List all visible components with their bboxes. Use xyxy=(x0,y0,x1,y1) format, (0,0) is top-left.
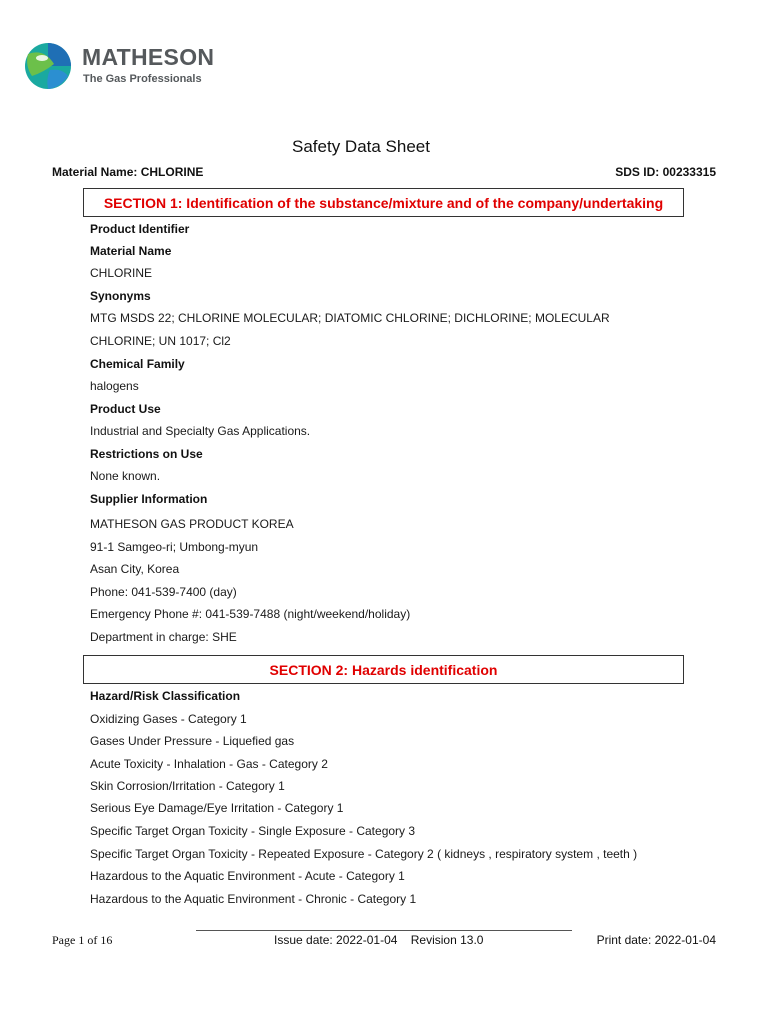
hazard-classification-item: Hazardous to the Aquatic Environment - Chronic - Category 1 xyxy=(90,892,417,906)
section-1-title: SECTION 1: Identification of the substance/mixture and of the company/undertaking xyxy=(103,194,664,211)
section-2-heading xyxy=(83,655,684,684)
brand-tagline: The Gas Professionals xyxy=(83,73,202,85)
material-name-header: Material Name: CHLORINE xyxy=(52,165,204,179)
hazard-classification-item: Specific Target Organ Toxicity - Repeated Exposure - Category 2 ( kidneys , respiratory system , teeth ) xyxy=(90,847,638,861)
issue-date-revision: Issue date: 2022-01-04 Revision 13.0 xyxy=(274,933,484,947)
hazard-classification-item: Specific Target Organ Toxicity - Single Exposure - Category 3 xyxy=(90,824,416,838)
synonyms-value-line-1: MTG MSDS 22; CHLORINE MOLECULAR; DIATOMIC CHLORINE; DICHLORINE; MOLECULAR xyxy=(90,311,610,325)
hazard-classification-item: Acute Toxicity - Inhalation - Gas - Category 2 xyxy=(90,757,328,771)
restrictions-label: Restrictions on Use xyxy=(90,447,203,461)
hazard-classification-item: Serious Eye Damage/Eye Irritation - Category 1 xyxy=(90,801,344,815)
supplier-line: 91-1 Samgeo-ri; Umbong-myun xyxy=(90,540,259,554)
synonyms-value-line-2: CHLORINE; UN 1017; Cl2 xyxy=(90,334,231,348)
supplier-info-label: Supplier Information xyxy=(90,492,208,506)
print-date: Print date: 2022-01-04 xyxy=(596,933,716,947)
company-logo xyxy=(24,40,284,92)
hazard-classification-item: Hazardous to the Aquatic Environment - Acute - Category 1 xyxy=(90,869,405,883)
product-use-value: Industrial and Specialty Gas Applications. xyxy=(90,424,311,438)
hazard-classification-label: Hazard/Risk Classification xyxy=(90,689,241,703)
supplier-line: Department in charge: SHE xyxy=(90,630,237,644)
section-1-heading xyxy=(83,188,684,217)
product-identifier-label: Product Identifier xyxy=(90,222,190,236)
sds-id: SDS ID: 00233315 xyxy=(615,165,716,179)
synonyms-label: Synonyms xyxy=(90,289,151,303)
brand-name: MATHESON xyxy=(82,44,215,70)
supplier-line: Emergency Phone #: 041-539-7488 (night/weekend/holiday) xyxy=(90,607,411,621)
supplier-line: Asan City, Korea xyxy=(90,562,180,576)
chemical-family-value: halogens xyxy=(90,379,139,393)
product-use-label: Product Use xyxy=(90,402,161,416)
document-title: Safety Data Sheet xyxy=(292,137,430,156)
globe-icon xyxy=(24,42,72,90)
material-name-value: CHLORINE xyxy=(90,266,153,280)
hazard-classification-item: Gases Under Pressure - Liquefied gas xyxy=(90,734,295,748)
restrictions-value: None known. xyxy=(90,469,161,483)
page-number: Page 1 of 16 xyxy=(52,933,113,947)
hazard-classification-item: Oxidizing Gases - Category 1 xyxy=(90,712,247,726)
supplier-line: MATHESON GAS PRODUCT KOREA xyxy=(90,517,294,531)
hazard-classification-item: Skin Corrosion/Irritation - Category 1 xyxy=(90,779,285,793)
material-name-label: Material Name xyxy=(90,244,172,258)
section-2-title: SECTION 2: Hazards identification xyxy=(269,661,498,678)
footer-divider xyxy=(196,930,572,931)
supplier-line: Phone: 041-539-7400 (day) xyxy=(90,585,237,599)
chemical-family-label: Chemical Family xyxy=(90,357,185,371)
